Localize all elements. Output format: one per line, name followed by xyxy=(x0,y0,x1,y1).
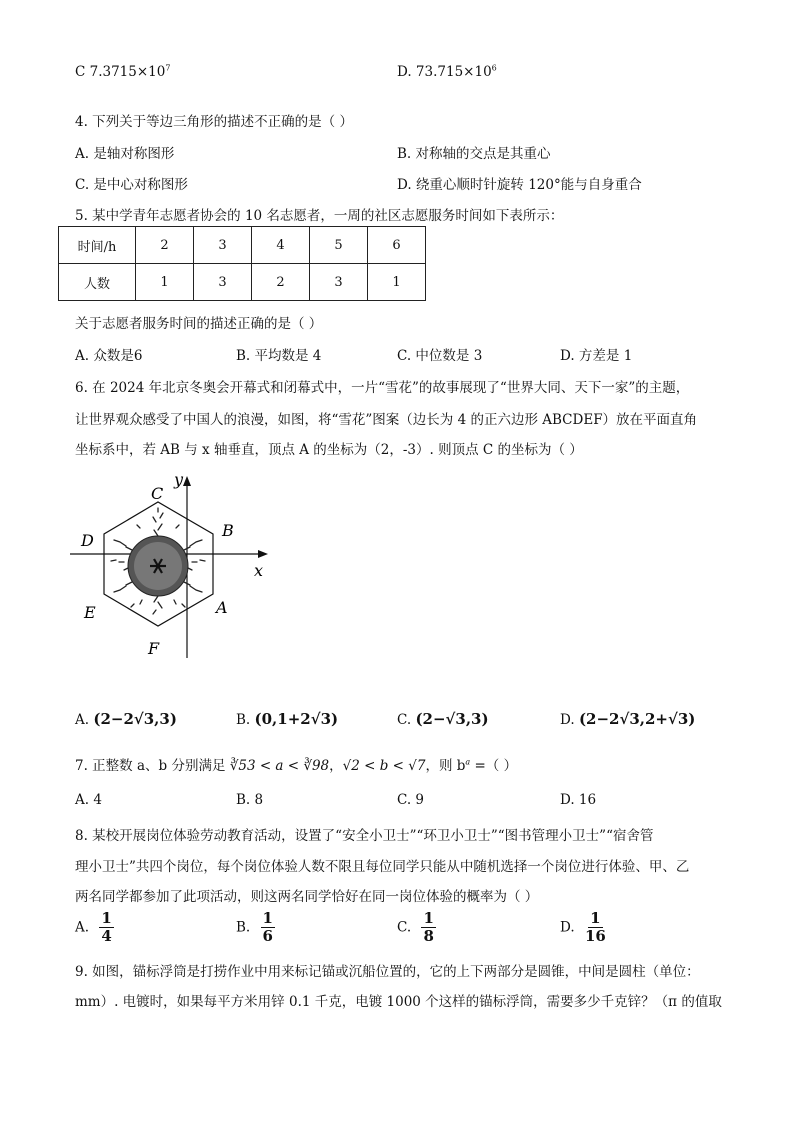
service-time-table xyxy=(58,226,426,301)
q8-option-b-label: B. xyxy=(236,919,251,936)
table-cell: 6 xyxy=(368,227,426,264)
q7-option-c: C. 9 xyxy=(397,792,425,808)
q8-option-d-label: D. xyxy=(560,919,575,936)
q6-option-a-value: (2−2√3,3) xyxy=(93,710,177,728)
q8-option-a-fraction xyxy=(99,910,113,945)
q6-option-b-label: B. xyxy=(236,712,251,728)
table-cell: 2 xyxy=(136,227,194,264)
q8-option-a-label: A. xyxy=(75,919,90,936)
q5-stem: 5. 某中学青年志愿者协会的 10 名志愿者，一周的社区志愿服务时间如下表所示： xyxy=(75,208,564,224)
q6-option-b-value: (0,1+2√3) xyxy=(254,710,339,728)
label-y: y xyxy=(174,470,184,489)
q6-line-3: 坐标系中，若 AB 与 x 轴垂直，顶点 A 的坐标为（2，-3）. 则顶点 C 的坐标为（ ） xyxy=(75,442,583,458)
numerator: 1 xyxy=(262,909,273,927)
q8-option-c xyxy=(397,910,436,945)
table-cell: 5 xyxy=(310,227,368,264)
q6-line-2: 让世界观众感受了中国人的浪漫，如图，将“雪花”图案（边长为 4 的正六边形 ABCDEF）放在平面直角 xyxy=(75,412,698,428)
q7-option-b: B. 8 xyxy=(236,792,264,808)
q7-stem-a: 7. 正整数 a、b 分别满足 xyxy=(75,758,226,774)
q8-line-2: 理小卫士”共四个岗位，每个岗位体验人数不限且每位同学只能从中随机选择一个岗位进行体验、甲、乙 xyxy=(75,859,690,875)
q6-option-a xyxy=(75,710,177,728)
q3-option-d-text: D. 73.715×10 xyxy=(397,64,492,80)
snowflake-hexagon-figure xyxy=(70,468,290,668)
denominator: 8 xyxy=(423,927,434,945)
label-x: x xyxy=(254,561,264,580)
q5-question: 关于志愿者服务时间的描述正确的是（ ） xyxy=(75,316,323,332)
q5-option-a: A. 众数是6 xyxy=(75,348,143,364)
table-cell: 2 xyxy=(252,264,310,301)
q4-option-d: D. 绕重心顺时针旋转 120°能与自身重合 xyxy=(397,177,642,193)
q8-line-3: 两名同学都参加了此项活动，则这两名同学恰好在同一岗位体验的概率为（ ） xyxy=(75,889,539,905)
q8-line-1: 8. 某校开展岗位体验劳动教育活动，设置了“安全小卫士”“环卫小卫士”“图书管理小卫士”“宿舍管 xyxy=(75,828,654,844)
q5-option-d: D. 方差是 1 xyxy=(560,348,633,364)
q4-option-b: B. 对称轴的交点是其重心 xyxy=(397,146,551,162)
q8-option-b-fraction xyxy=(261,910,275,945)
q8-option-c-fraction xyxy=(421,910,435,945)
q7-stem-b: ，则 b xyxy=(425,758,466,774)
q5-option-b: B. 平均数是 4 xyxy=(236,348,322,364)
q6-option-a-label: A. xyxy=(75,712,90,728)
q3-option-c-exponent: 7 xyxy=(165,63,171,73)
q7-stem-c: =（ ） xyxy=(470,758,518,774)
numerator: 1 xyxy=(590,909,601,927)
q3-option-d-exponent: 6 xyxy=(491,63,497,73)
numerator: 1 xyxy=(423,909,434,927)
q3-option-c xyxy=(75,64,170,80)
q3-option-c-text: C 7.3715×10 xyxy=(75,64,166,80)
q9-line-1: 9. 如图，锚标浮筒是打捞作业中用来标记锚或沉船位置的，它的上下两部分是圆锥，中间是圆柱（单位： xyxy=(75,964,700,980)
q6-option-d-label: D. xyxy=(560,712,575,728)
q5-option-c: C. 中位数是 3 xyxy=(397,348,483,364)
q7-stem: 7. 正整数 a、b 分别满足 ∛53 < a < ∛98，√2 < b < √7，则 $b^a$ =（ ） xyxy=(75,757,518,774)
q6-option-d xyxy=(560,710,695,728)
label-b: B xyxy=(222,521,234,540)
label-a: A xyxy=(216,598,228,617)
snowflake-pattern xyxy=(111,508,205,614)
q3-option-d xyxy=(397,64,497,80)
label-f: F xyxy=(148,639,160,658)
q7-option-a: A. 4 xyxy=(75,792,102,808)
denominator: 4 xyxy=(101,927,112,945)
table-cell: 4 xyxy=(252,227,310,264)
q8-option-d xyxy=(560,910,606,945)
denominator: 16 xyxy=(584,927,606,945)
x-axis-arrow-icon xyxy=(258,550,268,558)
q6-option-c xyxy=(397,710,489,728)
table-row xyxy=(59,227,426,264)
q6-option-b xyxy=(236,710,338,728)
q7-option-d: D. 16 xyxy=(560,792,597,808)
q8-option-c-label: C. xyxy=(397,919,412,936)
denominator: 6 xyxy=(262,927,273,945)
q4-option-a: A. 是轴对称图形 xyxy=(75,146,175,162)
q4-option-c: C. 是中心对称图形 xyxy=(75,177,188,193)
q8-option-b xyxy=(236,910,275,945)
label-c: C xyxy=(151,484,164,503)
q7-exponent: a xyxy=(465,757,471,767)
table-row xyxy=(59,264,426,301)
label-d: D xyxy=(81,531,94,550)
table-cell: 人数 xyxy=(59,264,136,301)
table-cell: 时间/h xyxy=(59,227,136,264)
q6-option-c-label: C. xyxy=(397,712,412,728)
y-axis-arrow-icon xyxy=(183,476,191,486)
q6-option-d-value: (2−2√3,2+√3) xyxy=(578,710,696,728)
q8-option-a xyxy=(75,910,114,945)
q8-option-d-fraction xyxy=(585,910,606,945)
numerator: 1 xyxy=(101,909,112,927)
q9-line-2: mm）. 电镀时，如果每平方米用锌 0.1 千克，电镀 1000 个这样的锚标浮筒，需要多少千克锌？（π 的值取 xyxy=(75,994,722,1010)
table-cell: 3 xyxy=(194,227,252,264)
q4-stem: 4. 下列关于等边三角形的描述不正确的是（ ） xyxy=(75,114,353,130)
table-cell: 1 xyxy=(136,264,194,301)
q6-option-c-value: (2−√3,3) xyxy=(415,710,489,728)
table-cell: 1 xyxy=(368,264,426,301)
q7-inequality-2: √2 < b < √7 xyxy=(342,758,426,774)
label-e: E xyxy=(84,603,96,622)
table-cell: 3 xyxy=(310,264,368,301)
q6-line-1: 6. 在 2024 年北京冬奥会开幕式和闭幕式中，一片“雪花”的故事展现了“世界大同、天下一家”的主题， xyxy=(75,380,690,396)
table-cell: 3 xyxy=(194,264,252,301)
q7-inequality-1: ∛53 < a < ∛98 xyxy=(229,758,330,774)
